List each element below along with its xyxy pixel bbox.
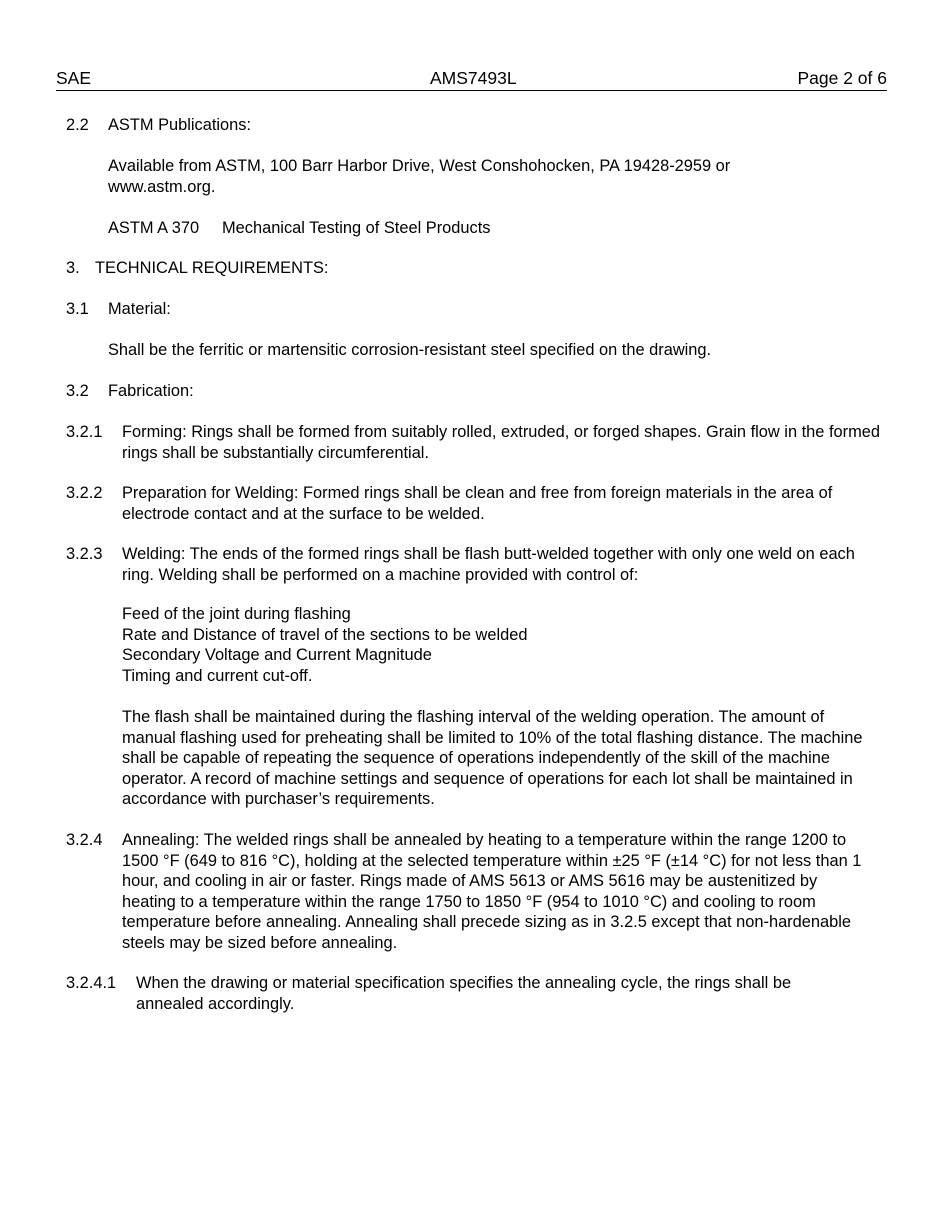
section-number: 3.2.4 xyxy=(66,831,103,849)
header-org: SAE xyxy=(56,68,92,88)
reference-title: Mechanical Testing of Steel Products xyxy=(222,219,491,237)
section-number: 3.2 xyxy=(66,382,89,400)
header-page-number: Page 2 of 6 xyxy=(797,68,887,88)
section-number: 3.1 xyxy=(66,300,89,318)
section-number: 3. xyxy=(66,259,80,277)
flash-text: The flash shall be maintained during the flashing interval of the welding operation. The amount of manual flashing used for preheating shall be limited to 10% of the total flashing distance. The machine shall be capable of repeating the sequence of operations independently of the skill of the machine operator. A record of machine settings and sequence of operations for each lot shall be maintained in accordance with purchaser’s requirements. xyxy=(122,708,863,808)
section-number: 3.2.1 xyxy=(66,423,103,441)
section-number: 3.2.3 xyxy=(66,545,103,563)
section-title: ASTM Publications: xyxy=(108,116,252,134)
section-title: Fabrication: xyxy=(108,382,194,400)
section-number: 3.2.4.1 xyxy=(66,974,117,992)
control-list-item: Secondary Voltage and Current Magnitude xyxy=(122,646,432,664)
control-list-item: Rate and Distance of travel of the sections to be welded xyxy=(122,626,528,644)
annealing-cycle-text: When the drawing or material specification specifies the annealing cycle, the rings shall be annealed accordingly. xyxy=(136,974,792,1013)
material-text: Shall be the ferritic or martensitic corrosion-resistant steel specified on the drawing. xyxy=(108,341,712,359)
section-title: TECHNICAL REQUIREMENTS: xyxy=(95,259,329,277)
control-list-item: Timing and current cut-off. xyxy=(122,667,313,685)
welding-text: Welding: The ends of the formed rings shall be flash butt-welded together with only one weld on each ring. Welding shall be performed on a machine provided with control of: xyxy=(122,545,855,584)
header-doc-id: AMS7493L xyxy=(430,68,517,88)
page-header xyxy=(56,68,887,91)
section-number: 2.2 xyxy=(66,116,89,134)
section-number: 3.2.2 xyxy=(66,484,103,502)
astm-availability-text: Available from ASTM, 100 Barr Harbor Drive, West Conshohocken, PA 19428-2959 or www.astm.org. xyxy=(108,157,731,196)
forming-text: Forming: Rings shall be formed from suitably rolled, extruded, or forged shapes. Grain flow in the formed rings shall be substantially circumferential. xyxy=(122,423,880,462)
annealing-text: Annealing: The welded rings shall be annealed by heating to a temperature within the range 1200 to 1500 °F (649 to 816 °C), holding at the selected temperature within ±25 °F (±14 °C) for not less than 1 hour, and cooling in air or faster. Rings made of AMS 5613 or AMS 5616 may be austenitized by heating to a temperature within the range 1750 to 1850 °F (954 to 1010 °C) and cooling to room temperature before annealing. Annealing shall precede sizing as in 3.2.5 except that non-hardenable steels may be sized before annealing. xyxy=(122,831,862,952)
section-title: Material: xyxy=(108,300,171,318)
welding-prep-text: Preparation for Welding: Formed rings shall be clean and free from foreign materials in the area of electrode contact and at the surface to be welded. xyxy=(122,484,833,523)
reference-code: ASTM A 370 xyxy=(108,219,200,237)
control-list-item: Feed of the joint during flashing xyxy=(122,605,351,623)
